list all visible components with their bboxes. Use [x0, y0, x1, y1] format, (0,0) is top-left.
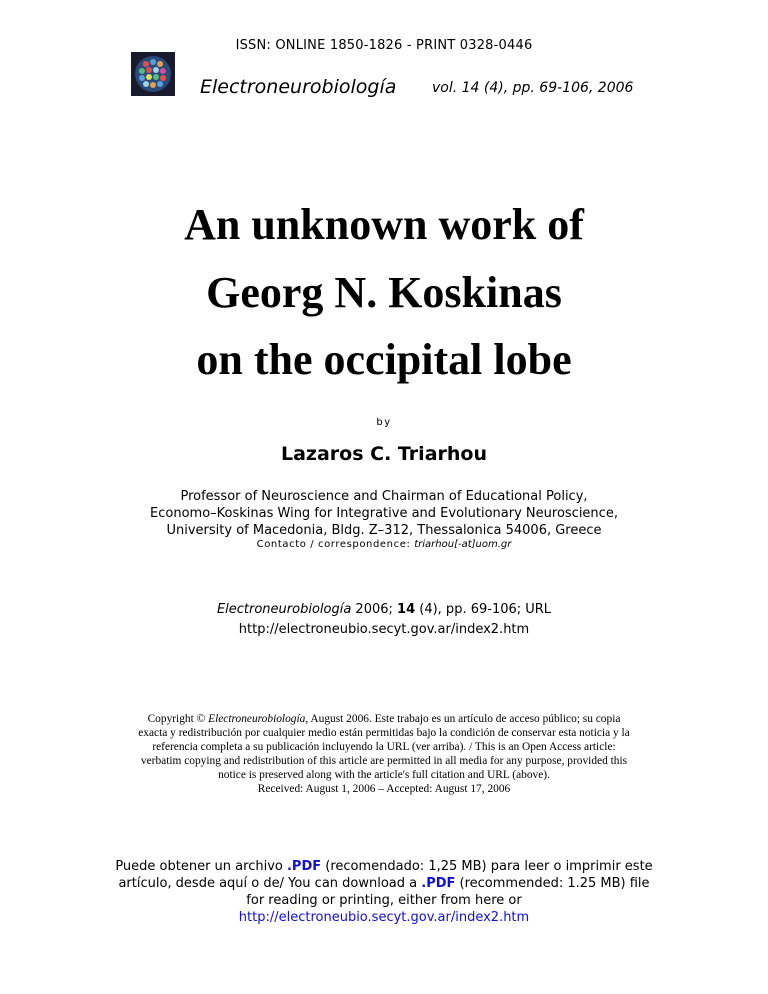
journal-name: Electroneurobiología — [200, 76, 397, 98]
copyright-prefix: Copyright © — [147, 713, 209, 725]
citation-volume: 14 — [397, 602, 416, 617]
journal-logo-icon — [131, 52, 175, 96]
received-accepted-dates: Received: August 1, 2006 – Accepted: August 17, 2006 — [257, 783, 511, 795]
pdf-link-en[interactable]: .PDF — [421, 876, 456, 891]
citation-line — [0, 600, 768, 620]
download-text-3: (recommended: 1.25 MB) file for reading or printing, either from here or — [246, 876, 650, 908]
citation-journal: Electroneurobiología — [216, 602, 352, 617]
citation-year: 2006; — [351, 602, 398, 617]
contact-label: Contacto / correspondence: — [256, 539, 415, 550]
affiliation-line-3: University of Macedonia, Bldg. Z–312, Thessalonica 54006, Greece — [166, 523, 602, 538]
contact-line — [0, 539, 768, 550]
issn-line: ISSN: ONLINE 1850-1826 - PRINT 0328-0446 — [235, 38, 533, 53]
copyright-notice — [134, 712, 634, 796]
title-line-2: Georg N. Koskinas — [206, 268, 562, 317]
affiliation-line-2: Economo–Koskinas Wing for Integrative and Evolutionary Neuroscience, — [150, 506, 618, 521]
affiliation-line-1: Professor of Neuroscience and Chairman of Educational Policy, — [180, 489, 588, 504]
title-line-1: An unknown work of — [184, 200, 584, 249]
citation-url: http://electroneubio.secyt.gov.ar/index2.htm — [238, 622, 530, 637]
copyright-journal: Electroneurobiología, — [208, 713, 309, 725]
author-name: Lazaros C. Triarhou — [281, 443, 487, 465]
index-url-link[interactable]: http://electroneubio.secyt.gov.ar/index2.htm — [238, 910, 530, 925]
download-text-2: (recomendado: 1,25 MB) para leer o imprimir este artículo, desde aquí o de/ You can download a — [118, 859, 653, 891]
contact-email: triarhou[-at]uom.gr — [414, 539, 512, 550]
copyright-text: August 2006. Este trabajo es un artículo de acceso público; su copia exacta y redistribución por cualquier medio están permitidas bajo la condición de conservar esta noticia y la referencia completa a su publicación incluyendo la URL (ver arriba). / This is an Open Access article: verbatim copying and redistribution of this article are permitted in all media for any purpose, provided this notice is preserved along with the article's full citation and URL (above). — [138, 713, 630, 781]
download-notice — [110, 858, 658, 926]
citation-pages: (4), pp. 69-106; URL — [415, 602, 552, 617]
download-text-1: Puede obtener un archivo — [115, 859, 287, 874]
volume-info: vol. 14 (4), pp. 69-106, 2006 — [432, 80, 634, 96]
pdf-link-es[interactable]: .PDF — [286, 859, 322, 874]
title-line-3: on the occipital lobe — [196, 335, 572, 384]
by-label: by — [376, 417, 392, 428]
affiliation — [0, 488, 768, 539]
citation-block — [0, 600, 768, 640]
